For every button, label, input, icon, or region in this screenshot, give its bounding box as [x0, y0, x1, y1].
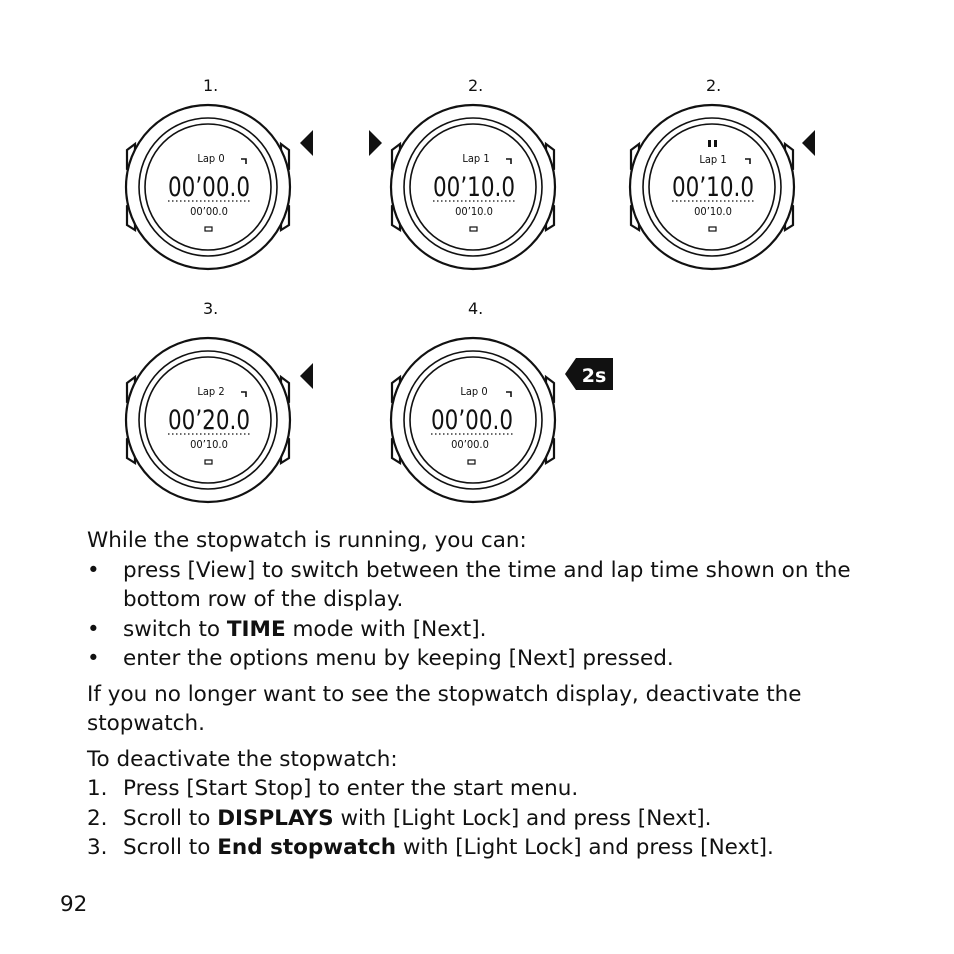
intro-text: While the stopwatch is running, you can:	[87, 528, 527, 553]
main-time: 00’10.0	[672, 172, 754, 203]
list-item: 2. Scroll to DISPLAYS with [Light Lock] and press [Next].	[87, 805, 712, 831]
step-label-1: 1.	[203, 76, 219, 95]
sub-time: 00’00.0	[190, 205, 228, 218]
step-label-4: 4.	[468, 299, 484, 318]
arrow-button-indicator-2	[369, 130, 383, 156]
watch-2	[378, 92, 568, 282]
lap-label: Lap 1	[462, 152, 490, 165]
running-options-list	[87, 556, 887, 674]
watch-2-paused	[617, 92, 807, 282]
watch-1	[113, 92, 303, 282]
main-time: 00’00.0	[168, 172, 250, 203]
step-label-3: 3.	[203, 299, 219, 318]
sub-time: 00’10.0	[694, 205, 732, 218]
watch-3	[113, 325, 303, 515]
lap-label: Lap 1	[699, 153, 727, 166]
main-time: 00’20.0	[168, 405, 250, 436]
list-item: 3. Scroll to End stopwatch with [Light Lock] and press [Next].	[87, 835, 774, 860]
deactivate-heading: To deactivate the stopwatch:	[87, 746, 398, 772]
sub-time: 00’10.0	[190, 438, 228, 451]
list-item: • enter the options menu by keeping [Next] pressed.	[87, 644, 887, 674]
list-item: • switch to TIME mode with [Next].	[87, 615, 887, 645]
step-label-2b: 2.	[706, 76, 722, 95]
sub-time: 00’00.0	[451, 438, 489, 451]
lap-label: Lap 2	[197, 385, 225, 398]
main-time: 00’00.0	[431, 405, 513, 436]
hold-duration: 2s	[581, 365, 607, 387]
deactivate-hint: If you no longer want to see the stopwatch display, deactivate the stopwatch.	[87, 681, 802, 736]
main-time: 00’10.0	[433, 172, 515, 203]
arrow-button-indicator-1	[300, 130, 314, 156]
arrow-button-indicator-4	[300, 363, 314, 389]
hold-2s-badge	[565, 358, 613, 390]
watch-4	[378, 325, 568, 515]
page-number: 92	[60, 892, 88, 917]
lap-label: Lap 0	[197, 152, 225, 165]
deactivate-steps	[87, 774, 887, 863]
sub-time: 00’10.0	[455, 205, 493, 218]
list-item: 1. Press [Start Stop] to enter the start menu.	[87, 776, 579, 801]
lap-label: Lap 0	[460, 385, 488, 398]
arrow-button-indicator-3	[802, 130, 816, 156]
step-label-2: 2.	[468, 76, 484, 95]
list-item: • press [View] to switch between the time and lap time shown on the bottom row of the display.	[87, 556, 887, 615]
instructions	[87, 526, 887, 863]
